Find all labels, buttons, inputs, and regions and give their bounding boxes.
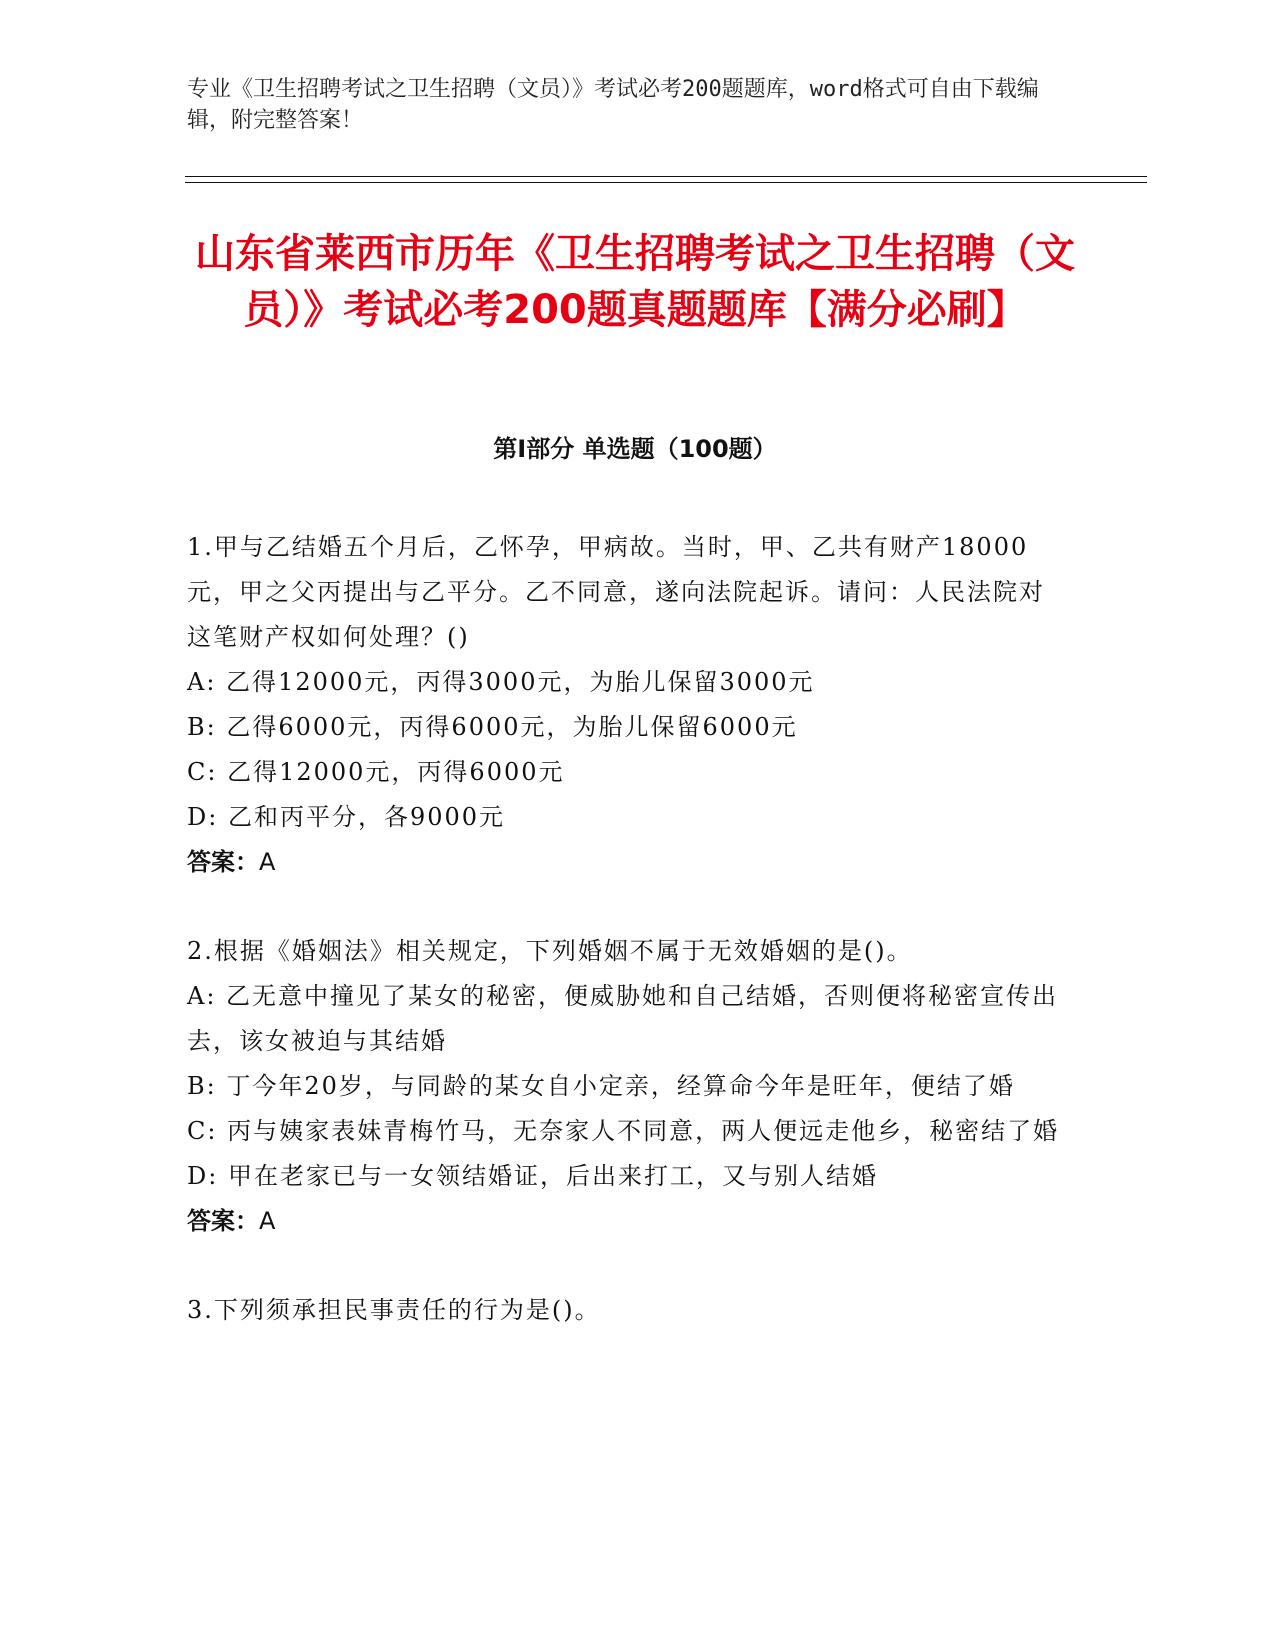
question-list <box>187 525 1067 1377</box>
header-divider-top <box>185 176 1147 177</box>
question-1 <box>187 525 1067 885</box>
question-stem: 2.根据《婚姻法》相关规定，下列婚姻不属于无效婚姻的是()。 <box>187 937 913 965</box>
document-title: 山东省莱西市历年《卫生招聘考试之卫生招聘（文员）》考试必考200题真题题库【满分必刷】 <box>195 231 1075 333</box>
answer-label: 答案： <box>187 1207 259 1235</box>
option-a: A: 乙得12000元，丙得3000元，为胎儿保留3000元 <box>187 668 815 696</box>
option-c: C: 丙与姨家表妹青梅竹马，无奈家人不同意，两人便远走他乡，秘密结了婚 <box>187 1117 1060 1145</box>
option-c: C: 乙得12000元，丙得6000元 <box>187 758 565 786</box>
option-a: A: 乙无意中撞见了某女的秘密，便威胁她和自己结婚，否则便将秘密宣传出去，该女被迫与其结婚 <box>187 982 1059 1055</box>
question-2 <box>187 929 1067 1244</box>
header-divider-bottom <box>185 182 1147 183</box>
question-stem: 3.下列须承担民事责任的行为是()。 <box>187 1296 601 1324</box>
question-stem: 1.甲与乙结婚五个月后，乙怀孕，甲病故。当时，甲、乙共有财产18000元，甲之父丙提出与乙平分。乙不同意，遂向法院起诉。请问：人民法院对这笔财产权如何处理？() <box>187 533 1045 651</box>
option-d: D: 甲在老家已与一女领结婚证，后出来打工，又与别人结婚 <box>187 1162 878 1190</box>
header-note: 专业《卫生招聘考试之卫生招聘（文员）》考试必考200题题库，word格式可自由下载编辑，附完整答案！ <box>187 77 1039 133</box>
answer-value: A <box>259 848 276 876</box>
option-b: B: 丁今年20岁，与同龄的某女自小定亲，经算命今年是旺年，便结了婚 <box>187 1072 1015 1100</box>
section-title: 第Ⅰ部分 单选题（100题） <box>493 435 777 463</box>
option-d: D: 乙和丙平分，各9000元 <box>187 803 506 831</box>
answer-label: 答案： <box>187 848 259 876</box>
option-b: B: 乙得6000元，丙得6000元，为胎儿保留6000元 <box>187 713 798 741</box>
question-3 <box>187 1288 1067 1333</box>
answer-line <box>187 1199 1067 1244</box>
answer-value: A <box>259 1207 276 1235</box>
answer-line <box>187 840 1067 885</box>
